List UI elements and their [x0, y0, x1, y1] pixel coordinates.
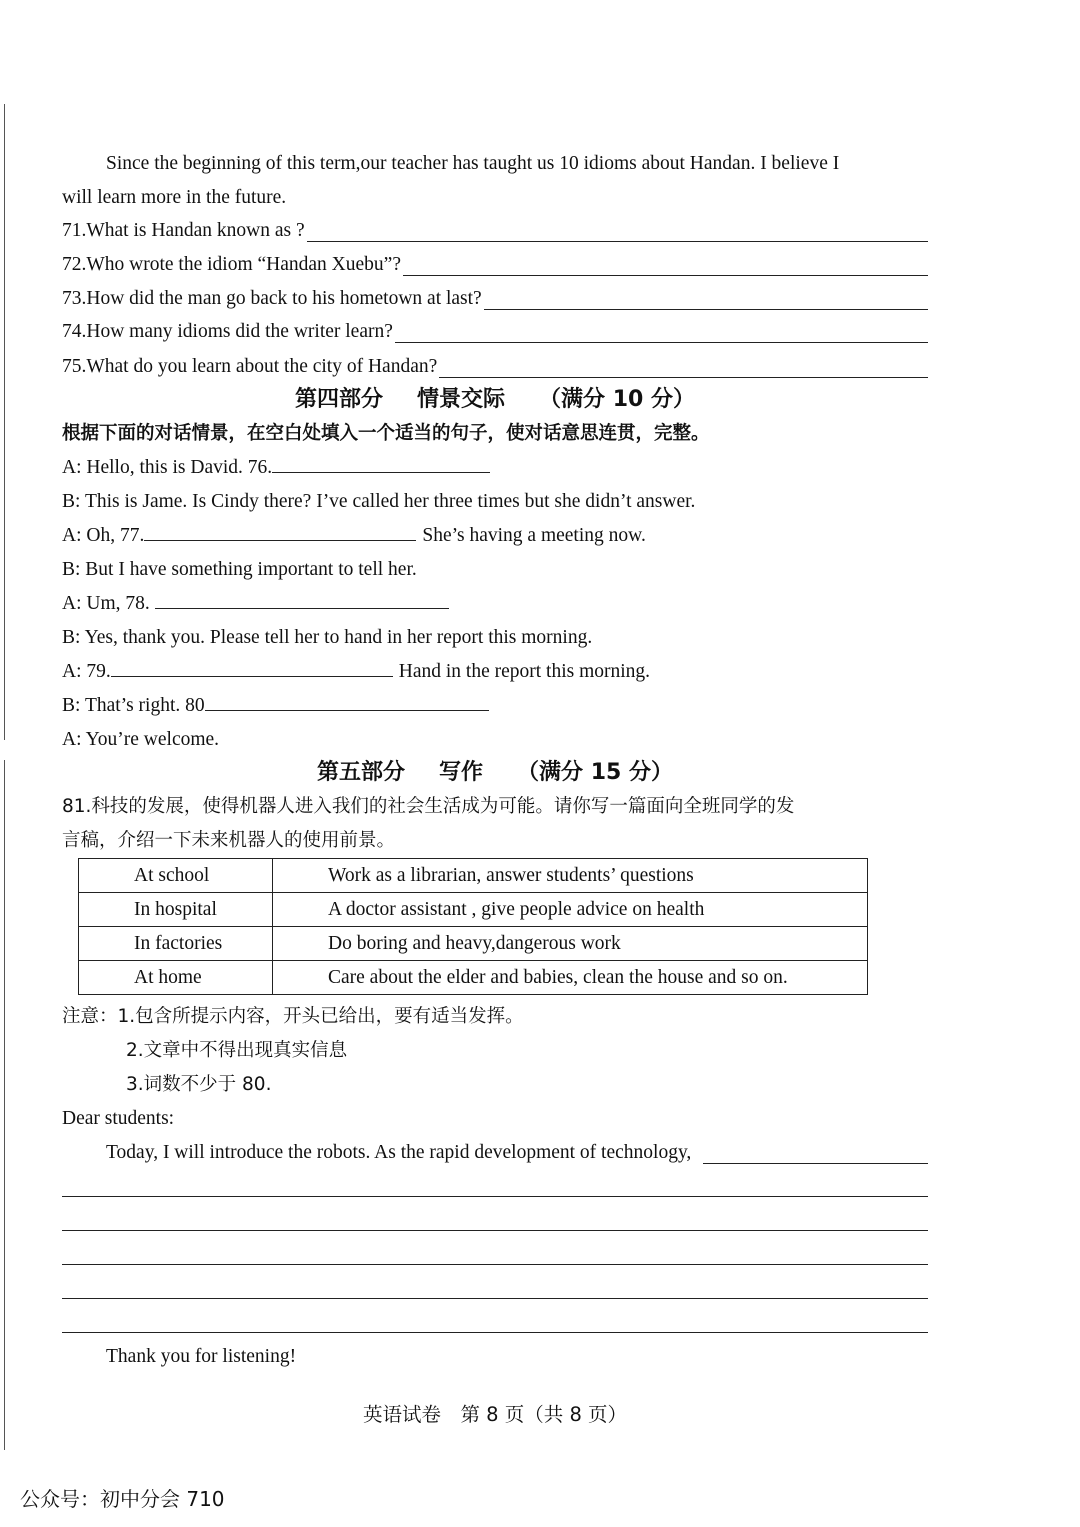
table-row: [79, 927, 868, 961]
answer-blank-74[interactable]: [395, 318, 928, 343]
watermark: 公众号：初中分会 710: [20, 1487, 225, 1511]
dialog-text: B: That’s right. 80: [62, 695, 205, 716]
writing-line-4[interactable]: [62, 1298, 928, 1299]
dialog-line-78: [62, 587, 928, 621]
question-72: [62, 248, 928, 282]
table-cell-place: In hospital: [79, 893, 273, 927]
dialog-line-76: [62, 451, 928, 485]
part5-subtitle: 写作: [439, 760, 484, 785]
dialog-text: A: Oh, 77.: [62, 525, 145, 546]
margin-line-top: [4, 104, 5, 740]
part4-heading: [62, 383, 928, 417]
part4-score: （满分 10 分）: [539, 387, 695, 412]
part5-title: 第五部分: [317, 760, 406, 785]
letter-opening-text: Today, I will introduce the robots. As the rapid development of technology,: [106, 1142, 692, 1163]
answer-blank-76[interactable]: [272, 452, 490, 473]
answer-blank-78[interactable]: [155, 588, 449, 609]
question-text: 75.What do you learn about the city of Handan?: [62, 356, 438, 377]
dialog-line-b3: B: Yes, thank you. Please tell her to hand in her report this morning.: [62, 627, 593, 648]
writing-line-1[interactable]: [62, 1196, 928, 1197]
dialog-text-after: Hand in the report this morning.: [398, 661, 651, 682]
note-1: 注意：1.包含所提示内容，开头已给出，要有适当发挥。: [62, 1006, 524, 1027]
part5-heading: [62, 756, 928, 790]
passage-line-2: will learn more in the future.: [62, 187, 287, 208]
dialog-line-b2: B: But I have something important to tell her.: [62, 559, 417, 580]
margin-line-bottom: [4, 760, 5, 1450]
answer-blank-75[interactable]: [439, 353, 928, 378]
dialog-text: A: 79.: [62, 661, 111, 682]
question-text: 74.How many idioms did the writer learn?: [62, 321, 393, 342]
answer-blank-77[interactable]: [144, 520, 416, 541]
part4-subtitle: 情景交际: [417, 387, 506, 412]
question-75: [62, 350, 928, 384]
table-row: [79, 859, 868, 893]
note-2: 2.文章中不得出现真实信息: [126, 1040, 348, 1061]
page-footer: 英语试卷 第 8 页（共 8 页）: [362, 1403, 628, 1426]
table-cell-place: In factories: [79, 927, 273, 961]
writing-line-3[interactable]: [62, 1264, 928, 1265]
question-text: 73.How did the man go back to his hometown at last?: [62, 288, 482, 309]
note-3: 3.词数不少于 80.: [126, 1074, 272, 1095]
letter-greeting: Dear students:: [62, 1108, 175, 1129]
table-cell-use: A doctor assistant , give people advice on health: [273, 893, 868, 927]
passage-line-1: Since the beginning of this term,our teacher has taught us 10 idioms about Handan. I believe I: [106, 153, 840, 174]
question-text: 72.Who wrote the idiom “Handan Xuebu”?: [62, 254, 401, 275]
dialog-line-77: [62, 519, 928, 553]
writing-line-2[interactable]: [62, 1230, 928, 1231]
dialog-line-80: [62, 689, 928, 723]
part5-score: （满分 15 分）: [517, 760, 673, 785]
writing-line-5[interactable]: [62, 1332, 928, 1333]
question-text: 71.What is Handan known as ?: [62, 220, 305, 241]
robot-use-table: [78, 858, 868, 995]
table-cell-use: Do boring and heavy,dangerous work: [273, 927, 868, 961]
table-cell-place: At home: [79, 961, 273, 995]
writing-prompt-line-1: 81.科技的发展，使得机器人进入我们的社会生活成为可能。请你写一篇面向全班同学的发: [62, 796, 795, 817]
table-row: [79, 961, 868, 995]
answer-blank-73[interactable]: [484, 285, 928, 310]
letter-closing: Thank you for listening!: [106, 1346, 297, 1367]
writing-prompt-line-2: 言稿，介绍一下未来机器人的使用前景。: [62, 830, 396, 851]
table-cell-use: Work as a librarian, answer students’ questions: [273, 859, 868, 893]
part4-instruction: 根据下面的对话情景，在空白处填入一个适当的句子，使对话意思连贯，完整。: [62, 423, 710, 444]
answer-blank-79[interactable]: [111, 656, 393, 677]
table-row: [79, 893, 868, 927]
question-73: [62, 282, 928, 316]
question-71: [62, 214, 928, 248]
answer-blank-71[interactable]: [307, 217, 928, 242]
dialog-text: A: Um, 78.: [62, 593, 155, 614]
part4-title: 第四部分: [295, 387, 384, 412]
dialog-line-79: [62, 655, 928, 689]
writing-blank-start[interactable]: [703, 1139, 928, 1164]
table-cell-use: Care about the elder and babies, clean the house and so on.: [273, 961, 868, 995]
dialog-line-b1: B: This is Jame. Is Cindy there? I’ve called her three times but she didn’t answer.: [62, 491, 696, 512]
dialog-line-a-final: A: You’re welcome.: [62, 729, 220, 750]
table-cell-place: At school: [79, 859, 273, 893]
answer-blank-72[interactable]: [403, 251, 928, 276]
question-74: [62, 315, 928, 349]
answer-blank-80[interactable]: [205, 690, 489, 711]
letter-opening: [62, 1136, 928, 1170]
dialog-text-after: She’s having a meeting now.: [422, 525, 646, 546]
dialog-text: A: Hello, this is David. 76.: [62, 457, 273, 478]
